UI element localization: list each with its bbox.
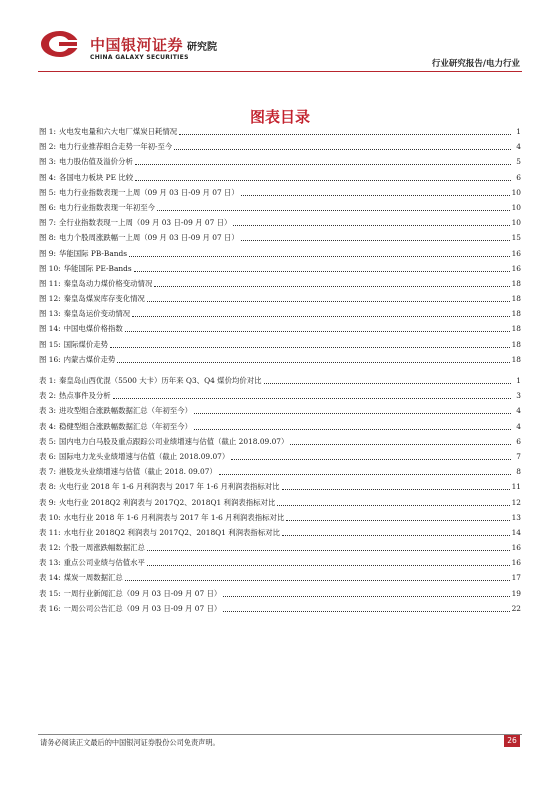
entry-page-number: 10 bbox=[511, 202, 521, 212]
entry-label: 表 5: bbox=[39, 436, 56, 446]
tables-list bbox=[39, 373, 521, 616]
entry-title: 热点事件及分析 bbox=[58, 391, 111, 401]
footer-disclaimer: 请务必阅读正文最后的中国银河证券股份公司免责声明。 bbox=[40, 738, 220, 747]
dot-leader bbox=[223, 602, 509, 612]
entry-page-number: 18 bbox=[511, 354, 521, 364]
dot-leader bbox=[132, 307, 509, 317]
dot-leader bbox=[264, 374, 511, 384]
toc-table-entry[interactable] bbox=[39, 601, 521, 616]
entry-title: 港股龙头业绩增速与估值（截止 2018. 09.07） bbox=[58, 467, 217, 477]
entry-title: 进攻型组合涨跌幅数据汇总（年初至今） bbox=[58, 406, 192, 416]
entry-label: 图 4: bbox=[39, 172, 56, 182]
toc-table-entry[interactable] bbox=[39, 510, 521, 525]
entry-label: 图 15: bbox=[39, 339, 61, 349]
entry-label: 表 4: bbox=[39, 421, 56, 431]
toc-table-entry[interactable] bbox=[39, 570, 521, 585]
toc-figure-entry[interactable] bbox=[39, 246, 521, 261]
entry-label: 表 14: bbox=[39, 573, 61, 583]
entry-title: 秦皇岛煤炭库存变化情况 bbox=[63, 294, 145, 304]
entry-title: 电力行业推荐组合走势一年初-至今 bbox=[58, 142, 173, 152]
toc-table-entry[interactable] bbox=[39, 586, 521, 601]
entry-title: 重点公司业绩与估值水平 bbox=[63, 558, 145, 568]
dot-leader bbox=[241, 231, 510, 241]
entry-title: 电力个股周涨跌幅一上周（09 月 03 日-09 月 07 日） bbox=[58, 233, 239, 243]
dot-leader bbox=[233, 216, 509, 226]
entry-label: 图 1: bbox=[39, 127, 56, 136]
entry-label: 表 3: bbox=[39, 406, 56, 416]
brand-name-cn: 中国银河证券 bbox=[90, 36, 184, 54]
entry-page-number: 16 bbox=[511, 543, 521, 553]
entry-title: 各国电力板块 PE 比较 bbox=[58, 172, 134, 182]
entry-label: 表 6: bbox=[39, 451, 56, 461]
entry-label: 表 9: bbox=[39, 497, 56, 507]
toc-figure-entry[interactable] bbox=[39, 291, 521, 306]
entry-label: 图 7: bbox=[39, 218, 56, 228]
entry-page-number: 18 bbox=[511, 309, 521, 319]
entry-page-number: 16 bbox=[511, 558, 521, 568]
toc-figure-entry[interactable] bbox=[39, 200, 521, 215]
entry-label: 表 7: bbox=[39, 467, 56, 477]
entry-title: 秦皇岛动力煤价格变动情况 bbox=[63, 278, 153, 288]
entry-label: 表 8: bbox=[39, 482, 56, 492]
dot-leader bbox=[231, 450, 511, 460]
toc-figure-entry[interactable] bbox=[39, 170, 521, 185]
entry-page-number: 19 bbox=[511, 588, 521, 598]
toc-table-entry[interactable] bbox=[39, 449, 521, 464]
page-number: 26 bbox=[504, 735, 520, 747]
entry-title: 水电行业 2018Q2 利润表与 2017Q2、2018Q1 利润表指标对比 bbox=[63, 527, 280, 537]
entry-title: 电力行业指数表现一上周（09 月 03 日-09 月 07 日） bbox=[58, 187, 239, 197]
entry-label: 图 6: bbox=[39, 202, 56, 212]
entry-page-number: 10 bbox=[511, 187, 521, 197]
entry-page-number: 12 bbox=[511, 497, 521, 507]
entry-page-number: 18 bbox=[511, 339, 521, 349]
entry-label: 表 2: bbox=[39, 391, 56, 401]
toc-figure-entry[interactable] bbox=[39, 215, 521, 230]
entry-label: 图 5: bbox=[39, 187, 56, 197]
entry-title: 煤炭一周数据汇总 bbox=[63, 573, 123, 583]
dot-leader bbox=[241, 186, 510, 196]
toc-figure-entry[interactable] bbox=[39, 261, 521, 276]
entry-page-number: 8 bbox=[516, 467, 521, 477]
dot-leader bbox=[194, 420, 511, 430]
entry-title: 中国电煤价格指数 bbox=[63, 324, 123, 334]
entry-title: 国际煤价走势 bbox=[63, 339, 108, 349]
dot-leader bbox=[277, 496, 509, 506]
toc-figure-entry[interactable] bbox=[39, 124, 521, 139]
entry-page-number: 4 bbox=[516, 421, 521, 431]
brand-name-en: CHINA GALAXY SECURITIES bbox=[90, 54, 189, 61]
entry-label: 表 12: bbox=[39, 543, 61, 553]
dot-leader bbox=[154, 277, 509, 287]
toc-table-entry[interactable] bbox=[39, 525, 521, 540]
dot-leader bbox=[113, 389, 511, 399]
entry-title: 国际电力龙头业绩增速与估值（截止 2018.09.07） bbox=[58, 451, 230, 461]
entry-page-number: 6 bbox=[516, 436, 521, 446]
entry-label: 图 10: bbox=[39, 263, 61, 273]
entry-label: 表 10: bbox=[39, 512, 61, 522]
entry-label: 表 16: bbox=[39, 603, 61, 613]
entry-label: 图 3: bbox=[39, 157, 56, 167]
entry-page-number: 4 bbox=[516, 142, 521, 152]
toc-table-entry[interactable] bbox=[39, 403, 521, 418]
toc-figure-entry[interactable] bbox=[39, 154, 521, 169]
toc-table-entry[interactable] bbox=[39, 495, 521, 510]
dot-leader bbox=[125, 322, 510, 332]
entry-title: 全行业指数表现一上周（09 月 03 日-09 月 07 日） bbox=[58, 218, 232, 228]
toc-figure-entry[interactable] bbox=[39, 352, 521, 367]
galaxy-logo-icon bbox=[38, 28, 82, 60]
entry-label: 图 11: bbox=[39, 278, 61, 288]
entry-title: 一周公司公告汇总（09 月 03 日-09 月 07 日） bbox=[63, 603, 222, 613]
entry-label: 图 12: bbox=[39, 294, 61, 304]
entry-title: 国内电力白马股及重点跟踪公司业绩增速与估值（截止 2018.09.07） bbox=[58, 436, 289, 446]
entry-page-number: 22 bbox=[511, 603, 521, 613]
dot-leader bbox=[117, 353, 509, 363]
dot-leader bbox=[174, 140, 511, 150]
entry-title: 华能国际 PB-Bands bbox=[58, 248, 128, 258]
dot-leader bbox=[223, 587, 509, 597]
institute-label: 研究院 bbox=[187, 42, 217, 53]
toc-figure-entry[interactable] bbox=[39, 139, 521, 154]
toc-figure-entry[interactable] bbox=[39, 185, 521, 200]
entry-page-number: 7 bbox=[516, 451, 521, 461]
entry-page-number: 16 bbox=[511, 263, 521, 273]
toc-table-entry[interactable] bbox=[39, 540, 521, 555]
toc-table-entry[interactable] bbox=[39, 419, 521, 434]
footer-divider bbox=[38, 734, 522, 735]
entry-title: 火电行业 2018 年 1-6 月利润表与 2017 年 1-6 月利润表指标对比 bbox=[58, 482, 280, 492]
entry-label: 表 15: bbox=[39, 588, 61, 598]
entry-label: 表 13: bbox=[39, 558, 61, 568]
entry-title: 一周行业新闻汇总（09 月 03 日-09 月 07 日） bbox=[63, 588, 222, 598]
dot-leader bbox=[110, 338, 510, 348]
dot-leader bbox=[282, 480, 510, 490]
entry-page-number: 5 bbox=[516, 157, 521, 167]
report-type: 行业研究报告/电力行业 bbox=[431, 59, 520, 69]
toc-table-entry[interactable] bbox=[39, 388, 521, 403]
toc-figure-entry[interactable] bbox=[39, 306, 521, 321]
toc-figure-entry[interactable] bbox=[39, 230, 521, 245]
entry-title: 内蒙古煤价走势 bbox=[63, 354, 116, 364]
dot-leader bbox=[135, 155, 511, 165]
dot-leader bbox=[157, 201, 510, 211]
entry-label: 表 1: bbox=[39, 376, 56, 385]
entry-title: 华能国际 PE-Bands bbox=[63, 263, 132, 273]
entry-page-number: 17 bbox=[511, 573, 521, 583]
toc-table-entry[interactable] bbox=[39, 555, 521, 570]
entry-label: 图 13: bbox=[39, 309, 61, 319]
entry-title: 电力行业指数表现一年初至今 bbox=[58, 202, 156, 212]
entry-page-number: 4 bbox=[516, 406, 521, 416]
entry-label: 表 11: bbox=[39, 527, 61, 537]
toc-figure-entry[interactable] bbox=[39, 337, 521, 352]
toc-figure-entry[interactable] bbox=[39, 321, 521, 336]
entry-page-number: 14 bbox=[511, 527, 521, 537]
entry-title: 水电行业 2018 年 1-6 月利润表与 2017 年 1-6 月利润表指标对比 bbox=[63, 512, 285, 522]
dot-leader bbox=[194, 404, 511, 414]
dot-leader bbox=[129, 247, 510, 257]
entry-title: 秦皇岛运价变动情况 bbox=[63, 309, 131, 319]
dot-leader bbox=[219, 465, 511, 475]
figures-list bbox=[39, 124, 521, 367]
toc-title: 图表目录 bbox=[249, 108, 310, 126]
entry-label: 图 14: bbox=[39, 324, 61, 334]
dot-leader bbox=[290, 435, 511, 445]
entry-label: 图 9: bbox=[39, 248, 56, 258]
dot-leader bbox=[147, 292, 510, 302]
toc-figure-entry[interactable] bbox=[39, 276, 521, 291]
entry-page-number: 18 bbox=[511, 324, 521, 334]
dot-leader bbox=[134, 262, 510, 272]
entry-page-number: 1 bbox=[516, 127, 521, 136]
dot-leader bbox=[135, 171, 511, 181]
entry-page-number: 10 bbox=[511, 218, 521, 228]
entry-page-number: 6 bbox=[516, 172, 521, 182]
toc-table-entry[interactable] bbox=[39, 434, 521, 449]
entry-page-number: 11 bbox=[511, 482, 521, 492]
dot-leader bbox=[282, 526, 510, 536]
entry-page-number: 18 bbox=[511, 278, 521, 288]
entry-title: 电力股估值及溢价分析 bbox=[58, 157, 133, 167]
toc-table-entry[interactable] bbox=[39, 373, 521, 388]
dot-leader bbox=[125, 571, 510, 581]
dot-leader bbox=[286, 511, 509, 521]
entry-title: 秦皇岛山西优混（5500 大卡）历年来 Q3、Q4 煤价均价对比 bbox=[58, 376, 262, 385]
toc-table-entry[interactable] bbox=[39, 464, 521, 479]
entry-title: 稳健型组合涨跌幅数据汇总（年初至今） bbox=[58, 421, 192, 431]
entry-page-number: 13 bbox=[511, 512, 521, 522]
entry-label: 图 16: bbox=[39, 354, 61, 364]
dot-leader bbox=[147, 541, 510, 551]
toc-table-entry[interactable] bbox=[39, 479, 521, 494]
entry-title: 个股一周涨跌幅数据汇总 bbox=[63, 543, 145, 553]
dot-leader bbox=[179, 125, 511, 135]
entry-page-number: 1 bbox=[516, 376, 521, 385]
dot-leader bbox=[147, 556, 510, 566]
page-header bbox=[0, 0, 560, 70]
entry-label: 图 2: bbox=[39, 142, 56, 152]
entry-page-number: 16 bbox=[511, 248, 521, 258]
entry-label: 图 8: bbox=[39, 233, 56, 243]
entry-page-number: 3 bbox=[516, 391, 521, 401]
entry-title: 火电发电量和六大电厂煤炭日耗情况 bbox=[58, 127, 178, 136]
header-divider bbox=[38, 71, 522, 72]
entry-page-number: 18 bbox=[511, 294, 521, 304]
entry-page-number: 15 bbox=[511, 233, 521, 243]
entry-title: 火电行业 2018Q2 利润表与 2017Q2、2018Q1 利润表指标对比 bbox=[58, 497, 276, 507]
